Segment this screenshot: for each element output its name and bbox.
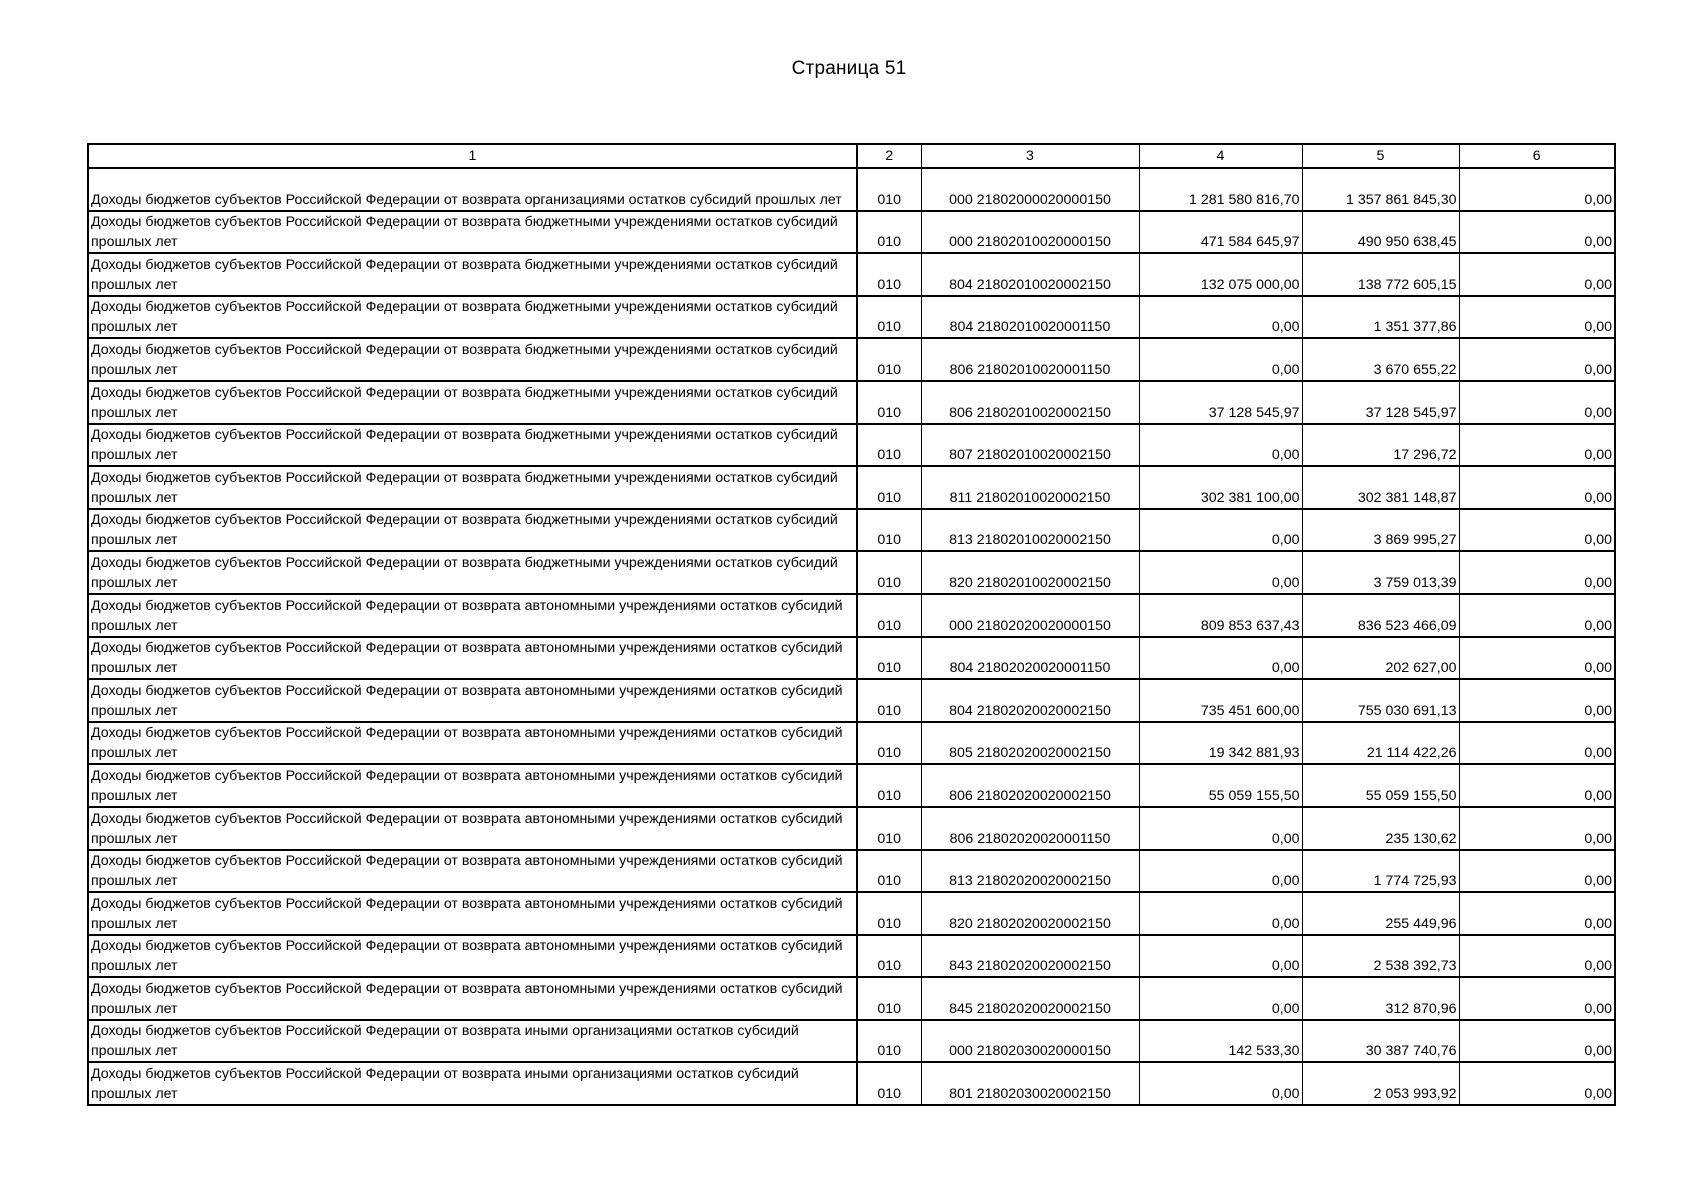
row-value-col4-cell: 0,00 [1139,551,1302,594]
table-header [88,144,1615,168]
row-name-cell: Доходы бюджетов субъектов Российской Федерации от возврата автономными учреждениями остатков субсидий прошлых лет [88,850,857,893]
row-value-col4-cell: 471 584 645,97 [1139,211,1302,254]
row-value-col5-cell: 1 351 377,86 [1302,296,1459,339]
row-value-col4-cell: 0,00 [1139,892,1302,935]
row-budget-code-cell: 000 21802000020000150 [921,168,1139,211]
row-value-col6-cell: 0,00 [1459,764,1615,807]
row-value-col4-cell: 132 075 000,00 [1139,253,1302,296]
row-name-cell: Доходы бюджетов субъектов Российской Федерации от возврата автономными учреждениями остатков субсидий прошлых лет [88,935,857,978]
row-value-col4-cell: 0,00 [1139,424,1302,467]
row-value-col5-cell: 755 030 691,13 [1302,679,1459,722]
row-value-col6-cell: 0,00 [1459,637,1615,680]
row-value-col4-cell: 142 533,30 [1139,1020,1302,1063]
row-value-col5-cell: 3 759 013,39 [1302,551,1459,594]
row-value-col6-cell: 0,00 [1459,679,1615,722]
row-name-cell: Доходы бюджетов субъектов Российской Федерации от возврата бюджетными учреждениями остатков субсидий прошлых лет [88,211,857,254]
row-value-col5-cell: 138 772 605,15 [1302,253,1459,296]
row-value-col6-cell: 0,00 [1459,253,1615,296]
table-row [88,977,1615,1020]
row-line-code-cell: 010 [857,168,921,211]
row-line-code-cell: 010 [857,466,921,509]
row-budget-code-cell: 804 21802010020001150 [921,296,1139,339]
row-name-cell: Доходы бюджетов субъектов Российской Федерации от возврата бюджетными учреждениями остатков субсидий прошлых лет [88,466,857,509]
header-col-5: 5 [1302,144,1459,168]
row-budget-code-cell: 804 21802020020002150 [921,679,1139,722]
table-row [88,1020,1615,1063]
row-value-col6-cell: 0,00 [1459,1062,1615,1105]
row-value-col6-cell: 0,00 [1459,892,1615,935]
row-value-col5-cell: 17 296,72 [1302,424,1459,467]
row-line-code-cell: 010 [857,509,921,552]
row-value-col4-cell: 55 059 155,50 [1139,764,1302,807]
row-value-col5-cell: 836 523 466,09 [1302,594,1459,637]
table-row [88,722,1615,765]
row-line-code-cell: 010 [857,637,921,680]
header-col-6: 6 [1459,144,1615,168]
row-value-col5-cell: 490 950 638,45 [1302,211,1459,254]
header-col-4: 4 [1139,144,1302,168]
page-title: Страница 51 [791,58,907,79]
row-value-col4-cell: 0,00 [1139,338,1302,381]
row-value-col5-cell: 37 128 545,97 [1302,381,1459,424]
row-line-code-cell: 010 [857,424,921,467]
row-value-col4-cell: 0,00 [1139,977,1302,1020]
row-value-col6-cell: 0,00 [1459,850,1615,893]
table-row [88,1062,1615,1105]
header-row [88,144,1615,168]
row-value-col5-cell: 302 381 148,87 [1302,466,1459,509]
table-row [88,764,1615,807]
row-budget-code-cell: 820 21802020020002150 [921,892,1139,935]
row-name-cell: Доходы бюджетов субъектов Российской Федерации от возврата автономными учреждениями остатков субсидий прошлых лет [88,722,857,765]
row-value-col6-cell: 0,00 [1459,722,1615,765]
row-name-cell: Доходы бюджетов субъектов Российской Федерации от возврата бюджетными учреждениями остатков субсидий прошлых лет [88,424,857,467]
row-budget-code-cell: 806 21802010020001150 [921,338,1139,381]
table-row [88,381,1615,424]
row-line-code-cell: 010 [857,296,921,339]
row-name-cell: Доходы бюджетов субъектов Российской Федерации от возврата автономными учреждениями остатков субсидий прошлых лет [88,764,857,807]
table-row [88,168,1615,211]
row-line-code-cell: 010 [857,850,921,893]
row-line-code-cell: 010 [857,764,921,807]
row-value-col5-cell: 255 449,96 [1302,892,1459,935]
table-row [88,935,1615,978]
row-line-code-cell: 010 [857,253,921,296]
row-value-col6-cell: 0,00 [1459,424,1615,467]
row-line-code-cell: 010 [857,338,921,381]
row-line-code-cell: 010 [857,977,921,1020]
row-value-col5-cell: 2 053 993,92 [1302,1062,1459,1105]
row-value-col4-cell: 0,00 [1139,296,1302,339]
row-budget-code-cell: 804 21802010020002150 [921,253,1139,296]
header-col-1: 1 [88,144,857,168]
table-row [88,594,1615,637]
row-value-col6-cell: 0,00 [1459,211,1615,254]
row-name-cell: Доходы бюджетов субъектов Российской Федерации от возврата автономными учреждениями остатков субсидий прошлых лет [88,892,857,935]
row-line-code-cell: 010 [857,594,921,637]
row-value-col6-cell: 0,00 [1459,381,1615,424]
table-row [88,509,1615,552]
row-name-cell: Доходы бюджетов субъектов Российской Федерации от возврата бюджетными учреждениями остатков субсидий прошлых лет [88,253,857,296]
row-value-col4-cell: 302 381 100,00 [1139,466,1302,509]
row-budget-code-cell: 820 21802010020002150 [921,551,1139,594]
row-value-col4-cell: 0,00 [1139,509,1302,552]
row-value-col5-cell: 312 870,96 [1302,977,1459,1020]
row-budget-code-cell: 813 21802020020002150 [921,850,1139,893]
row-name-cell: Доходы бюджетов субъектов Российской Федерации от возврата бюджетными учреждениями остатков субсидий прошлых лет [88,381,857,424]
row-name-cell: Доходы бюджетов субъектов Российской Федерации от возврата организациями остатков субсидий прошлых лет [88,168,857,211]
row-value-col5-cell: 3 869 995,27 [1302,509,1459,552]
row-line-code-cell: 010 [857,1020,921,1063]
row-line-code-cell: 010 [857,551,921,594]
row-value-col5-cell: 235 130,62 [1302,807,1459,850]
row-line-code-cell: 010 [857,722,921,765]
row-value-col6-cell: 0,00 [1459,551,1615,594]
row-value-col6-cell: 0,00 [1459,807,1615,850]
row-budget-code-cell: 811 21802010020002150 [921,466,1139,509]
row-value-col6-cell: 0,00 [1459,977,1615,1020]
table-row [88,253,1615,296]
row-value-col4-cell: 0,00 [1139,807,1302,850]
row-value-col5-cell: 21 114 422,26 [1302,722,1459,765]
row-budget-code-cell: 000 21802030020000150 [921,1020,1139,1063]
row-budget-code-cell: 804 21802020020001150 [921,637,1139,680]
row-name-cell: Доходы бюджетов субъектов Российской Федерации от возврата автономными учреждениями остатков субсидий прошлых лет [88,637,857,680]
table-row [88,807,1615,850]
row-value-col5-cell: 1 774 725,93 [1302,850,1459,893]
header-col-2: 2 [857,144,921,168]
row-value-col5-cell: 1 357 861 845,30 [1302,168,1459,211]
table-row [88,424,1615,467]
row-value-col6-cell: 0,00 [1459,466,1615,509]
table-row [88,850,1615,893]
row-value-col4-cell: 0,00 [1139,850,1302,893]
row-budget-code-cell: 805 21802020020002150 [921,722,1139,765]
row-value-col6-cell: 0,00 [1459,1020,1615,1063]
row-budget-code-cell: 845 21802020020002150 [921,977,1139,1020]
row-name-cell: Доходы бюджетов субъектов Российской Федерации от возврата автономными учреждениями остатков субсидий прошлых лет [88,679,857,722]
row-value-col6-cell: 0,00 [1459,509,1615,552]
row-budget-code-cell: 806 21802020020001150 [921,807,1139,850]
table-row [88,466,1615,509]
row-line-code-cell: 010 [857,381,921,424]
row-budget-code-cell: 806 21802010020002150 [921,381,1139,424]
row-value-col6-cell: 0,00 [1459,594,1615,637]
row-value-col4-cell: 0,00 [1139,1062,1302,1105]
table-row [88,637,1615,680]
row-name-cell: Доходы бюджетов субъектов Российской Федерации от возврата иными организациями остатков субсидий прошлых лет [88,1020,857,1063]
row-value-col4-cell: 735 451 600,00 [1139,679,1302,722]
row-value-col4-cell: 0,00 [1139,935,1302,978]
row-value-col5-cell: 3 670 655,22 [1302,338,1459,381]
row-line-code-cell: 010 [857,211,921,254]
row-value-col6-cell: 0,00 [1459,296,1615,339]
header-col-3: 3 [921,144,1139,168]
row-budget-code-cell: 807 21802010020002150 [921,424,1139,467]
row-value-col4-cell: 0,00 [1139,637,1302,680]
row-value-col4-cell: 19 342 881,93 [1139,722,1302,765]
row-value-col5-cell: 55 059 155,50 [1302,764,1459,807]
row-value-col4-cell: 1 281 580 816,70 [1139,168,1302,211]
table-row [88,338,1615,381]
row-name-cell: Доходы бюджетов субъектов Российской Федерации от возврата бюджетными учреждениями остатков субсидий прошлых лет [88,296,857,339]
row-name-cell: Доходы бюджетов субъектов Российской Федерации от возврата бюджетными учреждениями остатков субсидий прошлых лет [88,338,857,381]
table-row [88,551,1615,594]
row-name-cell: Доходы бюджетов субъектов Российской Федерации от возврата бюджетными учреждениями остатков субсидий прошлых лет [88,551,857,594]
row-name-cell: Доходы бюджетов субъектов Российской Федерации от возврата автономными учреждениями остатков субсидий прошлых лет [88,977,857,1020]
row-name-cell: Доходы бюджетов субъектов Российской Федерации от возврата автономными учреждениями остатков субсидий прошлых лет [88,807,857,850]
row-line-code-cell: 010 [857,679,921,722]
row-name-cell: Доходы бюджетов субъектов Российской Федерации от возврата автономными учреждениями остатков субсидий прошлых лет [88,594,857,637]
row-budget-code-cell: 801 21802030020002150 [921,1062,1139,1105]
table-row [88,679,1615,722]
row-budget-code-cell: 000 21802020020000150 [921,594,1139,637]
row-value-col5-cell: 2 538 392,73 [1302,935,1459,978]
report-table [87,143,1616,1106]
row-line-code-cell: 010 [857,935,921,978]
row-line-code-cell: 010 [857,807,921,850]
row-budget-code-cell: 000 21802010020000150 [921,211,1139,254]
row-value-col6-cell: 0,00 [1459,935,1615,978]
row-value-col4-cell: 37 128 545,97 [1139,381,1302,424]
row-value-col5-cell: 202 627,00 [1302,637,1459,680]
row-name-cell: Доходы бюджетов субъектов Российской Федерации от возврата бюджетными учреждениями остатков субсидий прошлых лет [88,509,857,552]
row-budget-code-cell: 813 21802010020002150 [921,509,1139,552]
row-value-col5-cell: 30 387 740,76 [1302,1020,1459,1063]
table-body [88,168,1615,1105]
row-line-code-cell: 010 [857,892,921,935]
row-value-col6-cell: 0,00 [1459,168,1615,211]
row-value-col6-cell: 0,00 [1459,338,1615,381]
row-value-col4-cell: 809 853 637,43 [1139,594,1302,637]
row-budget-code-cell: 806 21802020020002150 [921,764,1139,807]
row-budget-code-cell: 843 21802020020002150 [921,935,1139,978]
table-row [88,296,1615,339]
table-row [88,211,1615,254]
row-name-cell: Доходы бюджетов субъектов Российской Федерации от возврата иными организациями остатков субсидий прошлых лет [88,1062,857,1105]
row-line-code-cell: 010 [857,1062,921,1105]
table-row [88,892,1615,935]
